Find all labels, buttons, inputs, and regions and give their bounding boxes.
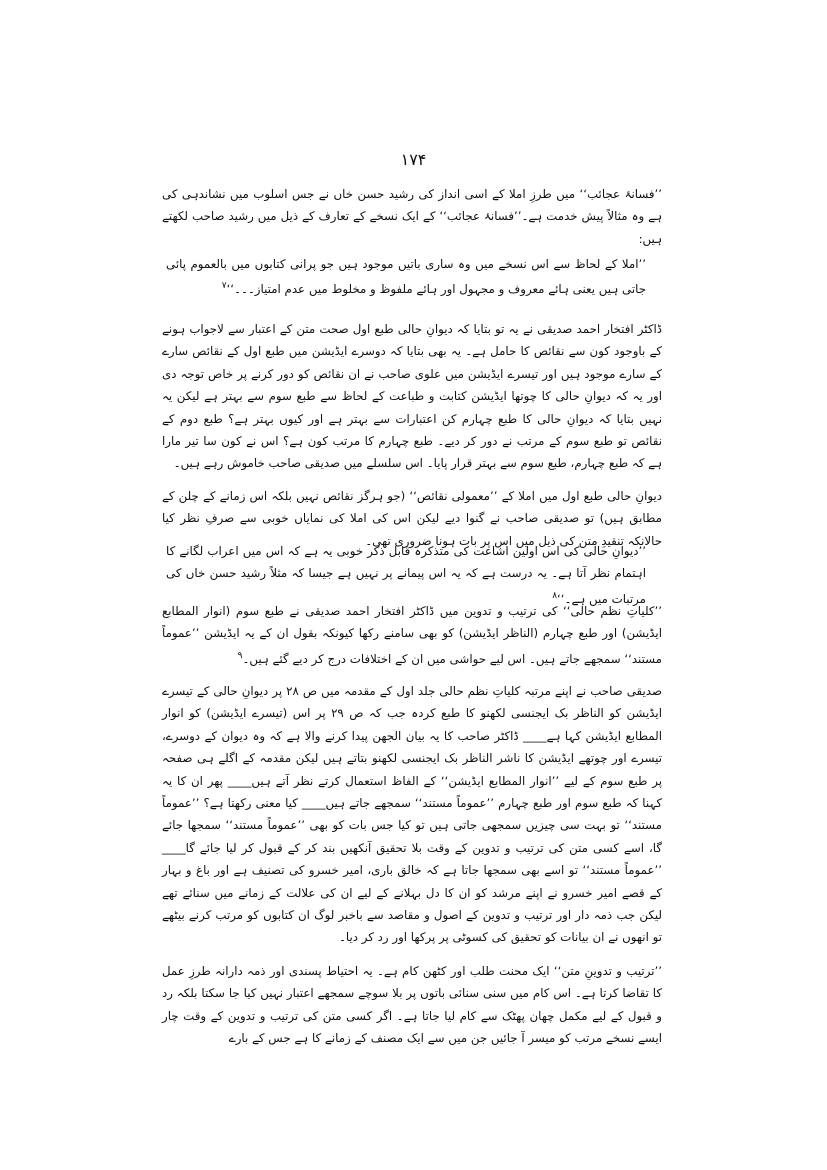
paragraph-3: دیوانِ حالی طبع اول میں املا کے ’’معمولی نقائص‘‘ (جو ہرگز نقائص نہیں بلکہ اس زمانے کے چلن کے مطابق ہیں) تو صدیقی صاحب نے گنوا دیے لیکن اس کی املا کی نمایاں خوبی سے صرفِ نظر کیا حالانکہ تنقیدِ متن کی ذیل میں اس پر بات ہونا ضروری تھی۔ [162,489,662,548]
paragraph-4-text: ’’کلیاتِ نظم حالی‘‘ کی ترتیب و تدوین میں ڈاکٹر افتخار احمد صدیقی نے طبع سوم (انوار المطابع ایڈیشن) اور طبع چہارم (الناظر ایڈیشن) کو بھی سامنے رکھا کیونکہ بقول ان کے یہ ایڈیشن ’’عموماً مستند‘‘ سمجھے جاتے ہیں۔ اس لیے حواشی میں ان کے اختلافات درج کر دیے گئے ہیں۔ [162,604,662,666]
footnote-marker-7: ۷ [221,281,227,292]
quote-1-text: ’’املا کے لحاظ سے اس نسخے میں وہ ساری باتیں موجود ہیں جو پرانی کتابوں میں بالعموم پائی جاتی ہیں یعنی ہائے معروف و مجہول اور ہائے ملفوظ و مخلوط میں عدم امتیاز۔۔۔‘‘ [166,257,646,297]
paragraph-5: صدیقی صاحب نے اپنے مرتبہ کلیاتِ نظم حالی جلد اول کے مقدمہ میں ص ۲۸ پر دیوانِ حالی کے تیسرے ایڈیشن کو الناظر بک ایجنسی لکھنو کا طبع کردہ جب کہ ص ۲۹ پر اس (تیسرے ایڈیشن) کو انوار المطابع ایڈیشن کہا ہے____ ڈاکٹر صاحب کا یہ بیان الجھن پیدا کرنے والا ہے کہ وہ دیوان کے دوسرے، تیسرے اور چوتھے ایڈیشن کا ناشر الناظر بک ایجنسی لکھنو بتاتے ہیں لیکن مقدمہ کے اگلے ہی صفحہ پر طبع سوم کے لیے ’’انوار المطابع ایڈیشن‘‘ کے الفاظ استعمال کرتے نظر آتے ہیں____ پھر ان کا یہ کہنا کہ طبع سوم اور طبع چہارم ’’عموماً مستند‘‘ سمجھے جاتے ہیں____ کیا معنی رکھتا ہے؟ ’’عموماً مستند‘‘ تو بہت سی چیزیں سمجھی جاتی ہیں تو کیا جس بات کو بھی ’’عموماً مستند‘‘ سمجھا جائے گا، اسے کسی متن کی ترتیب و تدوین کے وقت بلا تحقیق آنکھیں بند کر کے قبول کر لیا جائے گا____ ’’عموماً مستند‘‘ تو اسے بھی سمجھا جاتا ہے کہ خالق باری، امیر خسرو کی تصنیف ہے اور باغ و بہار کے قصے امیر خسرو نے اپنے مرشد کو ان کا دل بہلانے کے لیے ان کی علالت کے زمانے میں سنائے تھے لیکن جب ذمہ دار اور ترتیب و تدوین کے اصول و مقاصد سے باخبر لوگ ان کتابوں کو مرتب کرنے بیٹھے تو انھوں نے ان بیانات کو تحقیق کی کسوٹی پر پرکھا اور رد کر دیا۔ [162,684,663,945]
footnote-marker-8: ۸ [552,590,558,601]
quote-1 [166,253,646,301]
quote-2-text: ’’دیوانِ حالی کی اس اولین اشاعت کی متذکرہ قابل ذکر خوبی یہ ہے کہ اس میں اعراب لگانے کا اہتمام نظر آتا ہے۔ یہ درست ہے کہ یہ اس پیمانے پر نہیں ہے جیسا کہ مثلاً رشید حسن خاں کی مرتبات میں ہے۔‘‘ [166,544,646,606]
paragraph-4 [162,600,662,670]
footnote-marker-9: ۹ [237,650,243,661]
paragraph-6: ’’ترتیب و تدوینِ متن‘‘ ایک محنت طلب اور کٹھن کام ہے۔ یہ احتیاط پسندی اور ذمہ دارانہ طرزِ عمل کا تقاضا کرتا ہے۔ اس کام میں سنی سنائی باتوں پر بلا سوچے سمجھے اعتبار نہیں کیا جا سکتا بلکہ رد و قبول کے لیے مکمل چھان پھٹک سے کام لیا جاتا ہے۔ اگر کسی متن کی ترتیب و تدوین کے وقت چار ایسے نسخے مرتب کو میسر آ جائیں جن میں سے ایک مصنف کے زمانے کا ہے جس کے بارے [162,964,662,1046]
paragraph-2: ڈاکٹر افتخار احمد صدیقی نے یہ تو بتایا کہ دیوانِ حالی طبع اول صحت متن کے اعتبار سے لاجواب ہونے کے باوجود کون سے نقائص کا حامل ہے۔ یہ بھی بتایا کہ دوسرے ایڈیشن میں طبع اول کے نقائص سارے کے سارے موجود ہیں اور تیسرے ایڈیشن میں علوی صاحب نے ان نقائص کو دور کرنے پر خاص توجہ دی اور یہ کہ دیوانِ حالی کا چوتھا ایڈیشن کتابت و طباعت کے لحاظ سے طبع سوم سے بہتر ہے لیکن یہ نہیں بتایا کہ دیوانِ حالی کا طبع چہارم کن اعتبارات سے بہتر ہے اور کیوں بہتر ہے؟ طبع دوم کے نقائص تو طبع سوم کے مرتب نے دور کر دیے۔ طبع چہارم کا مرتب کون ہے؟ اس نے کون سا تیر مارا ہے کہ طبع چہارم، طبع سوم سے بہتر قرار پایا۔ اس سلسلے میں صدیقی صاحب خاموش رہے ہیں۔ [162,322,662,471]
paragraph-1: ’’فسانۂ عجائب‘‘ میں طرزِ املا کے اسی انداز کی رشید حسن خاں نے جس اسلوب میں نشاندہی کی ہے وہ مثالاً پیش خدمت ہے۔’’فسانۂ عجائب‘‘ کے ایک نسخے کے تعارف کے ذیل میں رشید صاحب لکھتے ہیں: [162,187,662,246]
page-number: ۱۷۴ [400,150,427,169]
